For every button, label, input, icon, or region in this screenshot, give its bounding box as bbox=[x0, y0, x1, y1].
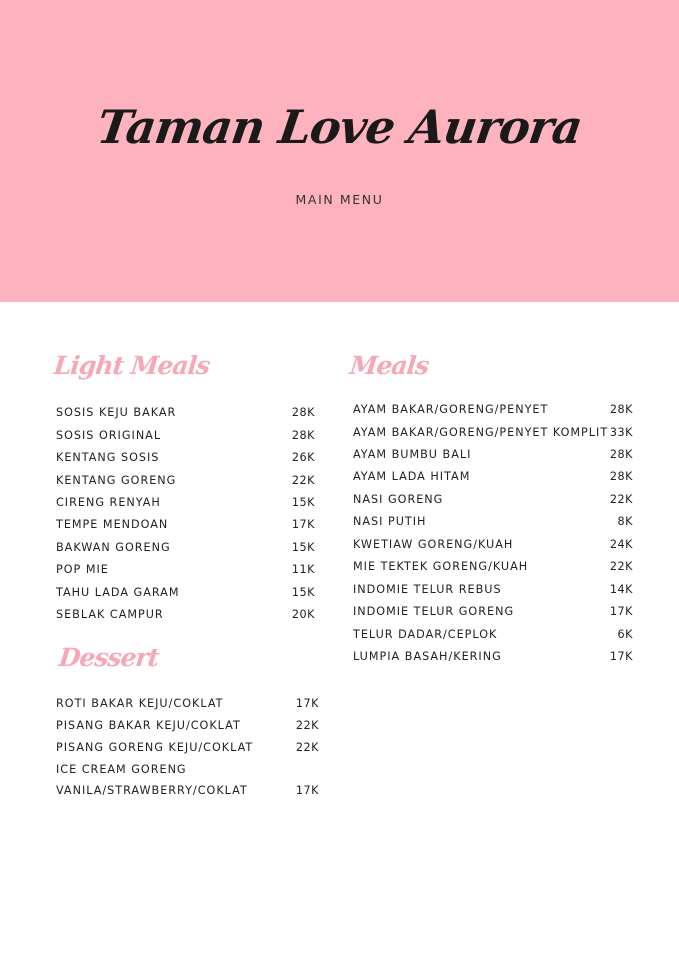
item-name: KWETIAW GORENG/KUAH bbox=[353, 538, 514, 551]
item-name: PISANG BAKAR KEJU/COKLAT bbox=[56, 719, 241, 732]
item-name: AYAM BAKAR/GORENG/PENYET bbox=[353, 403, 549, 416]
menu-item bbox=[353, 559, 633, 575]
item-price: 22K bbox=[291, 474, 315, 487]
menu-item bbox=[353, 514, 633, 530]
menu-header bbox=[0, 0, 679, 302]
item-name: VANILA/STRAWBERRY/COKLAT bbox=[56, 784, 248, 797]
item-price: 20K bbox=[291, 608, 315, 621]
item-name: TAHU LADA GARAM bbox=[56, 586, 180, 599]
menu-item bbox=[353, 447, 633, 463]
item-price: 28K bbox=[609, 448, 633, 461]
item-price: 28K bbox=[291, 429, 315, 442]
menu-item bbox=[56, 562, 315, 578]
item-name: NASI GORENG bbox=[353, 493, 444, 506]
item-price: 17K bbox=[295, 697, 319, 710]
item-price: 22K bbox=[609, 493, 633, 506]
item-name: AYAM BUMBU BALI bbox=[353, 448, 472, 461]
menu-item bbox=[56, 718, 319, 734]
menu-item bbox=[56, 783, 319, 799]
item-price: 17K bbox=[609, 605, 633, 618]
item-name: BAKWAN GORENG bbox=[56, 541, 171, 554]
menu-item bbox=[56, 473, 315, 489]
item-name: AYAM LADA HITAM bbox=[353, 470, 471, 483]
item-name: TEMPE MENDOAN bbox=[56, 518, 169, 531]
item-price: 28K bbox=[291, 406, 315, 419]
menu-item bbox=[353, 582, 633, 598]
item-price: 28K bbox=[609, 470, 633, 483]
item-price: 15K bbox=[291, 496, 315, 509]
item-price: 22K bbox=[295, 741, 319, 754]
item-price: 14K bbox=[609, 583, 633, 596]
item-name: ROTI BAKAR KEJU/COKLAT bbox=[56, 697, 224, 710]
menu-item bbox=[353, 649, 633, 665]
menu-item bbox=[353, 469, 633, 485]
item-price: 6K bbox=[617, 628, 633, 641]
item-price: 17K bbox=[295, 784, 319, 797]
menu-item bbox=[56, 517, 315, 533]
dessert-title: Dessert bbox=[57, 643, 160, 672]
item-name: AYAM BAKAR/GORENG/PENYET KOMPLIT bbox=[353, 426, 609, 439]
menu-item bbox=[56, 585, 315, 601]
menu-item bbox=[353, 604, 633, 620]
item-price: 22K bbox=[609, 560, 633, 573]
item-price: 24K bbox=[609, 538, 633, 551]
restaurant-title: Taman Love Aurora bbox=[93, 100, 586, 154]
item-name: NASI PUTIH bbox=[353, 515, 427, 528]
menu-item bbox=[56, 540, 315, 556]
menu-item bbox=[56, 696, 319, 712]
item-price: 11K bbox=[291, 563, 315, 576]
item-name: TELUR DADAR/CEPLOK bbox=[353, 628, 498, 641]
item-name: KENTANG SOSIS bbox=[56, 451, 160, 464]
menu-item bbox=[56, 450, 315, 466]
item-price: 15K bbox=[291, 541, 315, 554]
item-name: INDOMIE TELUR REBUS bbox=[353, 583, 502, 596]
item-name: KENTANG GORENG bbox=[56, 474, 177, 487]
item-name: INDOMIE TELUR GORENG bbox=[353, 605, 515, 618]
item-price: 22K bbox=[295, 719, 319, 732]
menu-item bbox=[56, 495, 315, 511]
item-price: 17K bbox=[291, 518, 315, 531]
item-name: SOSIS ORIGINAL bbox=[56, 429, 162, 442]
menu-item bbox=[56, 607, 315, 623]
menu-item bbox=[353, 425, 633, 441]
item-name: MIE TEKTEK GORENG/KUAH bbox=[353, 560, 529, 573]
menu-subtitle: MAIN MENU bbox=[295, 192, 384, 207]
menu-item bbox=[56, 740, 319, 756]
menu-item bbox=[353, 492, 633, 508]
item-price: 15K bbox=[291, 586, 315, 599]
item-name: SEBLAK CAMPUR bbox=[56, 608, 164, 621]
menu-item bbox=[353, 537, 633, 553]
item-price: 26K bbox=[291, 451, 315, 464]
item-price: 8K bbox=[617, 515, 633, 528]
menu-item bbox=[353, 627, 633, 643]
item-price: 33K bbox=[609, 426, 633, 439]
item-name: CIRENG RENYAH bbox=[56, 496, 161, 509]
item-name: POP MIE bbox=[56, 563, 109, 576]
item-price: 17K bbox=[609, 650, 633, 663]
menu-item bbox=[56, 405, 315, 421]
menu-item bbox=[353, 402, 633, 418]
item-name: PISANG GORENG KEJU/COKLAT bbox=[56, 741, 254, 754]
item-price: 28K bbox=[609, 403, 633, 416]
meals-title: Meals bbox=[348, 351, 430, 380]
menu-item bbox=[56, 428, 315, 444]
item-name: LUMPIA BASAH/KERING bbox=[353, 650, 502, 663]
light-meals-title: Light Meals bbox=[52, 351, 211, 380]
item-name: ICE CREAM GORENG bbox=[56, 763, 187, 776]
item-name: SOSIS KEJU BAKAR bbox=[56, 406, 177, 419]
menu-item bbox=[56, 762, 319, 778]
